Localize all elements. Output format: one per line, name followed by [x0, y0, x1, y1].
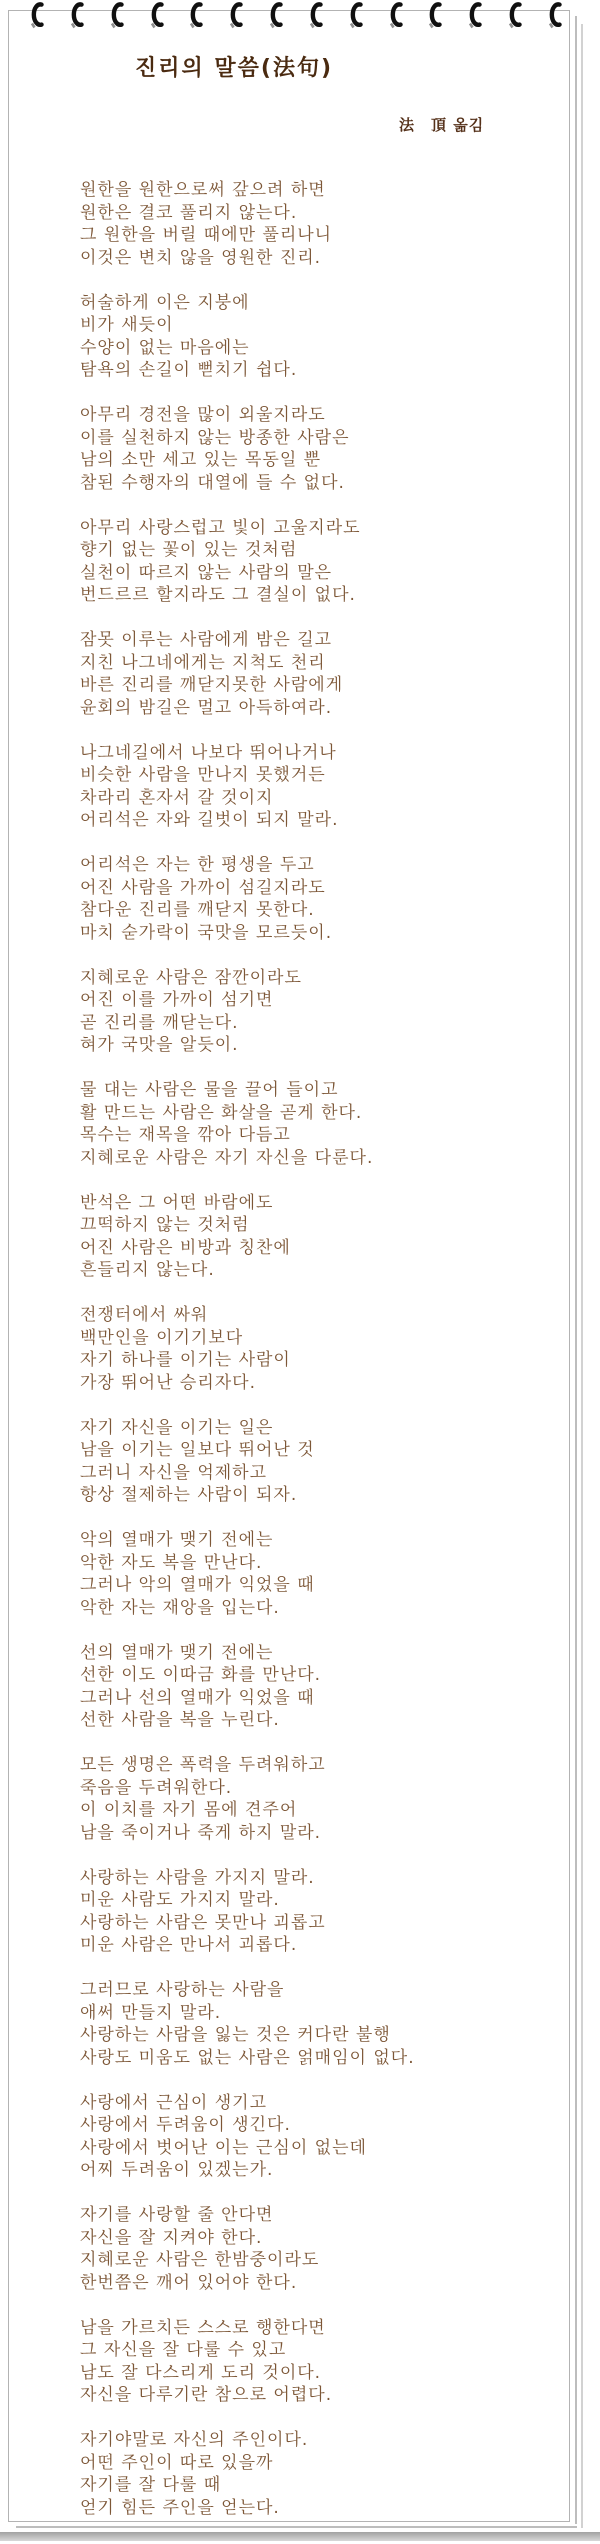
- poem-line: 자기 하나를 이기는 사람이: [80, 1350, 291, 1370]
- poem-line: 향기 없는 꽃이 있는 것처럼: [80, 540, 298, 560]
- poem-stanza: [80, 742, 569, 832]
- poem-line: 전쟁터에서 싸워: [80, 1305, 209, 1325]
- poem-line: 남의 소만 세고 있는 목동일 뿐: [80, 450, 322, 470]
- poem-line: 모든 생명은 폭력을 두려워하고: [80, 1755, 326, 1775]
- poem-line: 비가 새듯이: [80, 315, 174, 335]
- poem-line: 악한 자도 복을 만난다.: [80, 1552, 263, 1573]
- page-sheet: [8, 10, 570, 2522]
- poem-stanza: [80, 2092, 569, 2182]
- poem-line: 그 원한을 버릴 때에만 풀리나니: [80, 225, 333, 245]
- spiral-ring-icon: [428, 1, 442, 29]
- poem-stanza: [80, 854, 569, 944]
- poem-line: 어리석은 자와 길벗이 되지 말라.: [80, 810, 339, 830]
- poem-line: 바른 진리를 깨닫지못한 사람에게: [80, 675, 344, 695]
- poem-line: 이것은 변치 않을 영원한 진리.: [80, 247, 322, 268]
- poem-line: 그러나 선의 열매가 익었을 때: [80, 1687, 315, 1708]
- poem-line: 어리석은 자는 한 평생을 두고: [80, 855, 315, 875]
- poem-line: 활 만드는 사람은 화살을 곧게 한다.: [80, 1102, 363, 1123]
- poem-line: 한번쯤은 깨어 있어야 한다.: [80, 2272, 298, 2293]
- spiral-ring-icon: [309, 1, 323, 29]
- spiral-ring-icon: [30, 1, 44, 29]
- poem-stanza: [80, 2317, 569, 2407]
- poem-line: 자기 자신을 이기는 일은: [80, 1417, 274, 1438]
- poem-line: 악의 열매가 맺기 전에는: [80, 1530, 274, 1550]
- poem-stanza: [80, 1079, 569, 1169]
- poem-line: 사랑에서 근심이 생기고: [80, 2092, 268, 2113]
- poem-line: 남을 가르치든 스스로 행한다면: [80, 2317, 326, 2338]
- poem-line: 윤회의 밤길은 멀고 아득하여라.: [80, 697, 333, 718]
- poem-line: 사랑하는 사람은 못만나 괴롭고: [80, 1912, 326, 1933]
- spiral-ring-icon: [389, 1, 403, 29]
- poem-line: 아무리 경전을 많이 외울지라도: [80, 405, 326, 425]
- poem-line: 차라리 혼자서 갈 것이지: [80, 787, 274, 808]
- poem-line: 가장 뛰어난 승리자다.: [80, 1372, 257, 1393]
- poem-stanza: [80, 404, 569, 494]
- poem-line: 남을 죽이거나 죽게 하지 말라.: [80, 1822, 322, 1843]
- poem-stanza: [80, 2204, 569, 2294]
- poem-stanza: [80, 1192, 569, 1282]
- spiral-ring-icon: [229, 1, 243, 29]
- poem-line: 그 자신을 잘 다룰 수 있고: [80, 2340, 287, 2360]
- page-edge-right-outer: [575, 16, 577, 2524]
- poem-stanza: [80, 1529, 569, 1619]
- poem-line: 나그네길에서 나보다 뛰어나거나: [80, 742, 337, 763]
- poem-line: 사랑도 미움도 없는 사람은 얽매임이 없다.: [80, 2047, 415, 2068]
- notepad-backing-shadow: [0, 2532, 600, 2541]
- poem-line: 물 대는 사람은 물을 끌어 들이고: [80, 1080, 339, 1100]
- spiral-ring-icon: [508, 1, 522, 29]
- poem-stanza: [80, 1979, 569, 2069]
- poem-line: 지친 나그네에게는 지척도 천리: [80, 652, 326, 673]
- poem-line: 어찌 두려움이 있겠는가.: [80, 2160, 274, 2180]
- poem-line: 자기야말로 자신의 주인이다.: [80, 2430, 309, 2450]
- poem-line: 죽음을 두려워한다.: [80, 1777, 233, 1798]
- poem-stanza: [80, 2429, 569, 2519]
- poem-line: 얻기 힘든 주인을 얻는다.: [80, 2497, 280, 2518]
- spiral-ring-icon: [349, 1, 363, 29]
- poem-line: 마치 숟가락이 국맛을 모르듯이.: [80, 922, 333, 943]
- poem-stanza: [80, 629, 569, 719]
- poem-line: 백만인을 이기기보다: [80, 1327, 244, 1348]
- poem-line: 어진 사람은 비방과 칭찬에: [80, 1237, 291, 1258]
- page-edge-bottom: [16, 2526, 577, 2528]
- poem-body: [80, 179, 569, 2519]
- byline: 法 頂 옮김: [399, 116, 485, 134]
- poem-line: 원한은 결코 풀리지 않는다.: [80, 202, 298, 223]
- poem-line: 남도 잘 다스리게 도리 것이다.: [80, 2362, 322, 2383]
- poem-line: 잠못 이루는 사람에게 밤은 길고: [80, 630, 333, 650]
- poem-line: 이 이치를 자기 몸에 견주어: [80, 1800, 298, 1820]
- poem-line: 자기를 사랑할 줄 안다면: [80, 2205, 274, 2225]
- poem-line: 참된 수행자의 대열에 들 수 없다.: [80, 472, 345, 493]
- poem-stanza: [80, 1867, 569, 1957]
- poem-line: 어진 사람을 가까이 섬길지라도: [80, 877, 326, 898]
- poem-line: 미운 사람은 만나서 괴롭다.: [80, 1935, 298, 1955]
- poem-line: 선의 열매가 맺기 전에는: [80, 1642, 274, 1663]
- poem-line: 목수는 재목을 깎아 다듬고: [80, 1125, 291, 1145]
- spiral-ring-icon: [110, 1, 124, 29]
- page-edge-right-inner: [581, 24, 583, 2528]
- poem-line: 악한 자는 재앙을 입는다.: [80, 1597, 280, 1618]
- poem-line: 어진 이를 가까이 섬기면: [80, 990, 274, 1010]
- poem-line: 자신을 잘 지켜야 한다.: [80, 2227, 263, 2248]
- poem-line: 어떤 주인이 따로 있을까: [80, 2452, 274, 2473]
- spiral-ring-icon: [150, 1, 164, 29]
- poem-line: 미운 사람도 가지지 말라.: [80, 1890, 280, 1910]
- poem-line: 그러니 자신을 억제하고: [80, 1462, 268, 1483]
- poem-line: 선한 사람을 복을 누린다.: [80, 1710, 280, 1730]
- poem-line: 아무리 사랑스럽고 빛이 고울지라도: [80, 517, 361, 538]
- poem-stanza: [80, 517, 569, 607]
- poem-stanza: [80, 292, 569, 382]
- poem-line: 탐욕의 손길이 뻗치기 쉽다.: [80, 360, 298, 380]
- poem-line: 이를 실천하지 않는 방종한 사람은: [80, 427, 350, 448]
- poem-line: 지혜로운 사람은 자기 자신을 다룬다.: [80, 1147, 374, 1168]
- poem-line: 자신을 다루기란 참으로 어렵다.: [80, 2385, 333, 2405]
- poem-stanza: [80, 1642, 569, 1732]
- poem-line: 그러나 악의 열매가 익었을 때: [80, 1575, 315, 1595]
- poem-stanza: [80, 1754, 569, 1844]
- spiral-ring-icon: [468, 1, 482, 29]
- poem-stanza: [80, 967, 569, 1057]
- poem-line: 애써 만들지 말라.: [80, 2002, 222, 2023]
- poem-stanza: [80, 1304, 569, 1394]
- poem-line: 지혜로운 사람은 한밤중이라도: [80, 2250, 320, 2270]
- poem-line: 사랑에서 두려움이 생긴다.: [80, 2115, 291, 2135]
- poem-line: 남을 이기는 일보다 뛰어난 것: [80, 1440, 315, 1460]
- poem-line: 자기를 잘 다룰 때: [80, 2475, 222, 2495]
- poem-line: 혀가 국맛을 알듯이.: [80, 1035, 239, 1055]
- spiral-ring-icon: [189, 1, 203, 29]
- poem-line: 흔들리지 않는다.: [80, 1260, 215, 1280]
- poem-stanza: [80, 1417, 569, 1507]
- poem-line: 실천이 따르지 않는 사람의 말은: [80, 562, 333, 583]
- poem-line: 그러므로 사랑하는 사람을: [80, 1980, 285, 2000]
- poem-line: 선한 이도 이따금 화를 만난다.: [80, 1665, 322, 1685]
- poem-line: 곧 진리를 깨닫는다.: [80, 1012, 239, 1033]
- poem-line: 끄떡하지 않는 것처럼: [80, 1215, 250, 1235]
- page-title: 진리의 말씀(法句): [135, 56, 334, 81]
- poem-line: 항상 절제하는 사람이 되자.: [80, 1485, 298, 1505]
- spiral-ring-icon: [269, 1, 283, 29]
- poem-line: 원한을 원한으로써 갚으려 하면: [80, 180, 326, 200]
- poem-line: 번드르르 할지라도 그 결실이 없다.: [80, 585, 356, 605]
- poem-line: 참다운 진리를 깨닫지 못한다.: [80, 900, 315, 920]
- poem-line: 사랑하는 사람을 잃는 것은 커다란 불행: [80, 2025, 391, 2045]
- poem-stanza: [80, 179, 569, 269]
- poem-line: 허술하게 이은 지붕에: [80, 292, 250, 313]
- poem-line: 수양이 없는 마음에는: [80, 337, 250, 358]
- spiral-ring-icon: [70, 1, 84, 29]
- poem-line: 사랑하는 사람을 가지지 말라.: [80, 1867, 315, 1888]
- poem-line: 반석은 그 어떤 바람에도: [80, 1192, 274, 1213]
- poem-line: 비슷한 사람을 만나지 못했거든: [80, 765, 326, 785]
- spiral-ring-icon: [548, 1, 562, 29]
- spiral-binding: [30, 1, 562, 29]
- poem-line: 사랑에서 벗어난 이는 근심이 없는데: [80, 2137, 367, 2158]
- poem-line: 지혜로운 사람은 잠깐이라도: [80, 967, 302, 988]
